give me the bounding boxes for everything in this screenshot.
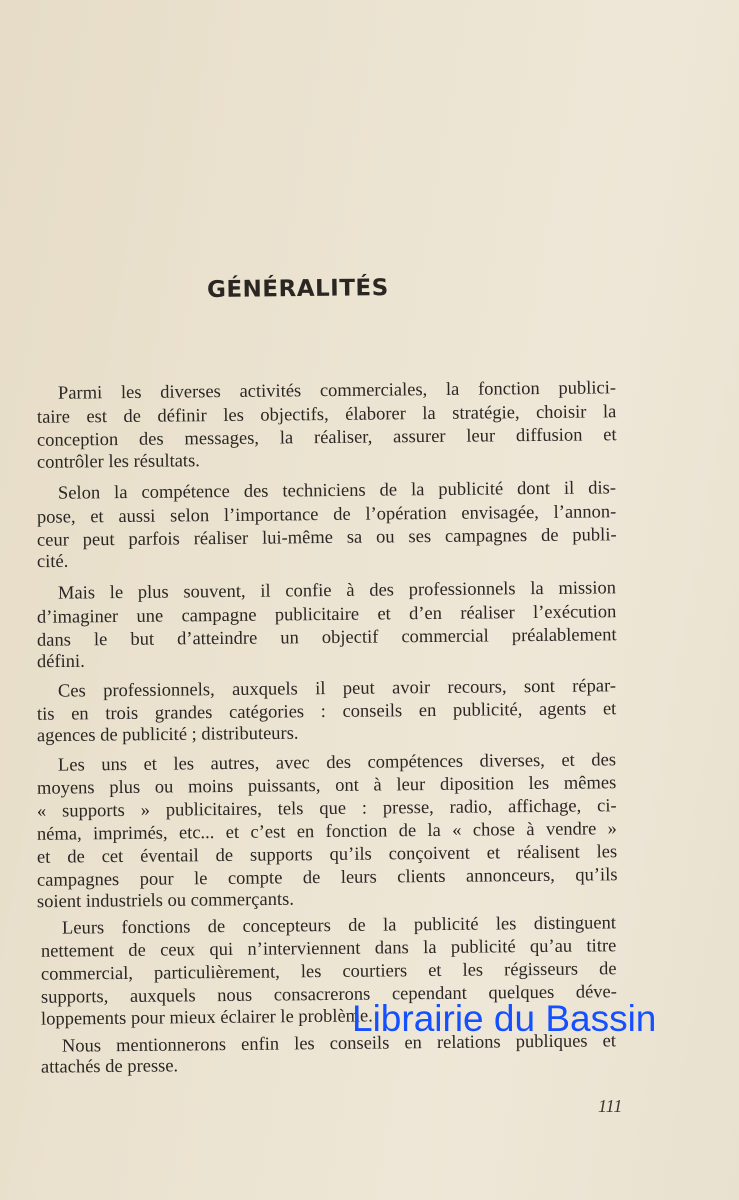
text-line: commercial, particulièrement, les courtiers et les régisseurs de [40, 959, 617, 985]
text-line: « supports » publicitaires, tels que : presse, radio, affichage, ci- [36, 796, 617, 822]
text-line: contrôler les résultats. [36, 451, 200, 473]
text-line: Leurs fonctions de concepteurs de la publicité les distinguent [61, 913, 617, 939]
text-line: loppements pour mieux éclairer le problème. [40, 1006, 373, 1030]
text-line: néma, imprimés, etc... et c’est en fonction de la « chose à vendre » [36, 819, 617, 845]
text-line: Parmi les diverses activités commerciales, la fonction publici- [57, 378, 617, 404]
text-line: pose, et aussi selon l’importance de l’opération envisagée, l’annon- [36, 501, 617, 528]
text-line: conception des messages, la réaliser, assurer leur diffusion et [36, 425, 617, 452]
watermark: Librairie du Bassin [352, 998, 657, 1039]
text-line: attachés de presse. [40, 1056, 179, 1078]
text-line: Ces professionnels, auxquels il peut avoir recours, sont répar- [57, 676, 617, 702]
text-line: d’imaginer une campagne publicitaire et d’en réaliser l’exécution [36, 601, 617, 628]
page-number: 111 [598, 1096, 623, 1116]
text-line: ceur peut parfois réaliser lui-même sa ou ses campagnes de publi- [36, 525, 617, 552]
text-line: taire est de définir les objectifs, élaborer la stratégie, choisir la [36, 401, 617, 428]
text-line: soient industriels ou commerçants. [36, 889, 294, 913]
text-line: Nous mentionnerons enfin les conseils en relations publiques et [61, 1031, 617, 1057]
text-line: défini. [36, 651, 85, 672]
text-line: Les uns et les autres, avec des compétences diverses, et des [57, 750, 617, 776]
text-line: moyens plus ou moins puissants, ont à leur diposition les mêmes [36, 773, 617, 799]
text-line: Selon la compétence des techniciens de la publicité dont il dis- [57, 478, 617, 504]
text-line: et de cet éventail de supports qu’ils conçoivent et réalisent les [36, 842, 618, 868]
text-line: agences de publicité ; distributeurs. [36, 723, 299, 747]
text-line: nettement de ceux qui n’interviennent dans la publicité qu’au titre [40, 936, 617, 962]
chapter-title: GÉNÉRALITÉS [206, 275, 389, 303]
text-line: dans le but d’atteindre un objectif commercial préalablement [36, 625, 617, 651]
text-line: Mais le plus souvent, il confie à des professionnels la mission [57, 578, 617, 604]
text-line: campagnes pour le compte de leurs clients annonceurs, qu’ils [36, 865, 618, 891]
text-line: supports, auxquels nous consacrerons cependant quelques déve- [40, 982, 617, 1008]
text-line: tis en trois grandes catégories : conseils en publicité, agents et [36, 699, 617, 725]
text-line: cité. [36, 551, 69, 573]
